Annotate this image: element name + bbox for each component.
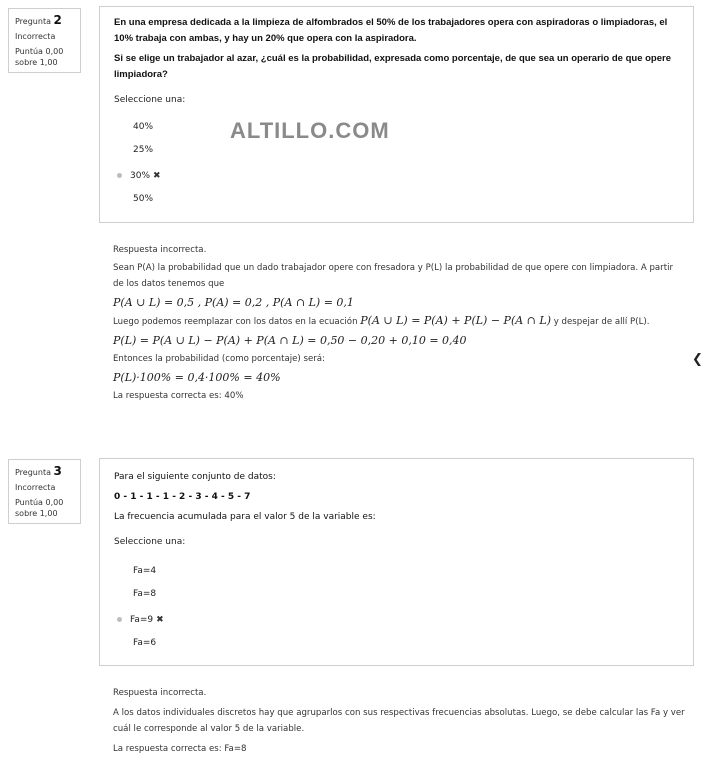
formula-result: P(L)·100% = 0,4·100% = 40% xyxy=(113,371,281,384)
grade-line-1: Puntúa 0,00 xyxy=(15,47,64,56)
feedback-verdict: Respuesta incorrecta. xyxy=(113,245,207,255)
feedback-explanation: A los datos individuales discretos hay que agruparlos con sus respectivas frecuencias absolutas. Luego, se debe calcular las Fa y ver cuál le corresponde al valor 5 de la variable. xyxy=(113,708,685,734)
text-fragment: Luego podemos reemplazar con los datos en la ecuación xyxy=(113,317,358,327)
option-c-selected[interactable] xyxy=(117,171,161,181)
watermark: ALTILLO.COM xyxy=(230,118,390,143)
question-2-info xyxy=(8,8,81,73)
feedback-explanation: Sean P(A) la probabilidad que un dado trabajador opere con fresadora y P(L) la probabilidad de que opere con limpiadora. A partir de los datos tenemos que xyxy=(113,263,673,289)
option-b[interactable] xyxy=(133,589,156,599)
feedback-text: Entonces la probabilidad (como porcentaje) será: xyxy=(113,354,325,364)
option-c-selected[interactable] xyxy=(117,615,164,625)
option-label: 25% xyxy=(133,145,154,155)
question-text-ask: Si se elige un trabajador al azar, ¿cuál es la probabilidad, expresada como porcentaje, de que sea un operario de que opere limpiadora? xyxy=(114,53,671,80)
feedback-line xyxy=(113,313,685,330)
question-label: Pregunta xyxy=(15,17,51,26)
option-a[interactable] xyxy=(133,566,156,576)
question-number-value: 3 xyxy=(53,464,62,478)
correct-answer: La respuesta correcta es: 40% xyxy=(113,391,244,401)
question-state: Incorrecta xyxy=(15,483,56,492)
incorrect-icon: ✖ xyxy=(156,615,164,625)
question-3-info xyxy=(8,459,81,524)
grade-line-2: sobre 1,00 xyxy=(15,509,58,518)
question-2-formulation xyxy=(99,6,694,223)
option-label: 50% xyxy=(133,194,154,204)
question-2-feedback xyxy=(113,242,685,404)
option-label: 40% xyxy=(133,122,154,132)
text-fragment: y despejar de allí P(L). xyxy=(553,317,650,327)
option-label: Fa=4 xyxy=(133,566,157,576)
question-number-value: 2 xyxy=(53,13,62,27)
option-label: Fa=9 xyxy=(130,615,154,625)
radio-selected-icon xyxy=(117,173,122,178)
data-set: 0 - 1 - 1 - 1 - 2 - 3 - 4 - 5 - 7 xyxy=(114,492,251,502)
option-d[interactable] xyxy=(133,194,153,204)
question-grade xyxy=(15,497,74,519)
question-text: En una empresa dedicada a la limpieza de alfombrados el 50% de los trabajadores opera con aspiradoras o limpiadoras, el 10% trabaja con ambas, y hay un 20% que opera con la aspiradora. xyxy=(114,17,668,44)
question-number xyxy=(15,13,74,27)
chevron-left-icon[interactable]: ❮ xyxy=(692,352,703,367)
formula-solve: P(L) = P(A ∪ L) − P(A) + P(A ∩ L) = 0,50 − 0,20 + 0,10 = 0,40 xyxy=(113,334,467,347)
option-label: 30% xyxy=(130,171,151,181)
option-b[interactable] xyxy=(133,145,153,155)
question-text: Para el siguiente conjunto de datos: xyxy=(114,472,276,482)
question-label: Pregunta xyxy=(15,468,51,477)
grade-line-2: sobre 1,00 xyxy=(15,58,58,67)
option-label: Fa=6 xyxy=(133,638,157,648)
question-3-feedback xyxy=(113,685,685,757)
question-3-formulation xyxy=(99,458,694,666)
question-text-ask: La frecuencia acumulada para el valor 5 de la variable es: xyxy=(114,512,376,522)
question-state: Incorrecta xyxy=(15,32,56,41)
select-prompt: Seleccione una: xyxy=(114,95,186,105)
question-grade xyxy=(15,46,74,68)
radio-selected-icon xyxy=(117,617,122,622)
grade-line-1: Puntúa 0,00 xyxy=(15,498,64,507)
correct-answer: La respuesta correcta es: Fa=8 xyxy=(113,744,247,754)
formula-equation: P(A ∪ L) = P(A) + P(L) − P(A ∩ L) xyxy=(360,314,551,327)
incorrect-icon: ✖ xyxy=(153,171,161,181)
option-d[interactable] xyxy=(133,638,156,648)
feedback-verdict: Respuesta incorrecta. xyxy=(113,688,207,698)
option-a[interactable] xyxy=(133,122,153,132)
select-prompt: Seleccione una: xyxy=(114,537,186,547)
formula-data: P(A ∪ L) = 0,5 , P(A) = 0,2 , P(A ∩ L) = 0,1 xyxy=(113,296,354,309)
option-label: Fa=8 xyxy=(133,589,157,599)
question-number xyxy=(15,464,74,478)
